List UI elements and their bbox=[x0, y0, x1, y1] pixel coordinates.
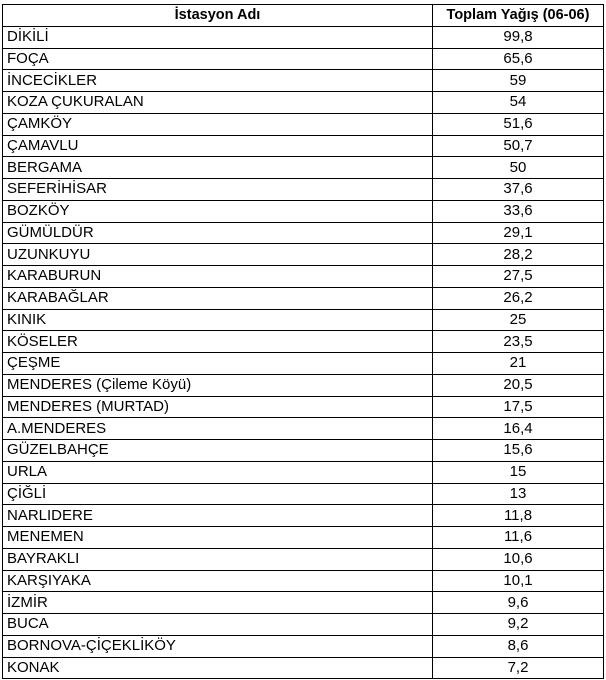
rainfall-value-cell: 11,8 bbox=[433, 505, 604, 527]
table-row bbox=[3, 331, 604, 353]
table-body bbox=[3, 26, 604, 679]
rainfall-value-cell: 50 bbox=[433, 157, 604, 179]
table-row bbox=[3, 287, 604, 309]
table-row bbox=[3, 396, 604, 418]
table-row bbox=[3, 418, 604, 440]
station-name-cell: NARLIDERE bbox=[3, 505, 433, 527]
header-row bbox=[3, 5, 604, 27]
rainfall-value-cell: 21 bbox=[433, 353, 604, 375]
station-name-cell: İZMİR bbox=[3, 592, 433, 614]
rainfall-value-cell: 26,2 bbox=[433, 287, 604, 309]
table-row bbox=[3, 135, 604, 157]
station-name-cell: URLA bbox=[3, 461, 433, 483]
rainfall-value-cell: 29,1 bbox=[433, 222, 604, 244]
station-name-cell: UZUNKUYU bbox=[3, 244, 433, 266]
station-name-cell: FOÇA bbox=[3, 48, 433, 70]
station-name-cell: BORNOVA-ÇİÇEKLİKÖY bbox=[3, 635, 433, 657]
table-row bbox=[3, 26, 604, 48]
station-name-cell: GÜMÜLDÜR bbox=[3, 222, 433, 244]
table-row bbox=[3, 157, 604, 179]
station-name-cell: İNCECİKLER bbox=[3, 70, 433, 92]
rainfall-value-cell: 99,8 bbox=[433, 26, 604, 48]
rainfall-value-cell: 11,6 bbox=[433, 527, 604, 549]
rainfall-value-cell: 17,5 bbox=[433, 396, 604, 418]
station-name-cell: KONAK bbox=[3, 657, 433, 679]
table-row bbox=[3, 548, 604, 570]
rainfall-value-cell: 10,1 bbox=[433, 570, 604, 592]
station-name-cell: BUCA bbox=[3, 614, 433, 636]
table-row bbox=[3, 200, 604, 222]
rainfall-value-cell: 54 bbox=[433, 92, 604, 114]
station-name-cell: BOZKÖY bbox=[3, 200, 433, 222]
station-name-cell: BERGAMA bbox=[3, 157, 433, 179]
table-row bbox=[3, 592, 604, 614]
table-row bbox=[3, 570, 604, 592]
station-name-cell: GÜZELBAHÇE bbox=[3, 440, 433, 462]
station-name-cell: KOZA ÇUKURALAN bbox=[3, 92, 433, 114]
rainfall-value-cell: 20,5 bbox=[433, 374, 604, 396]
rainfall-value-cell: 50,7 bbox=[433, 135, 604, 157]
header-station-name: İstasyon Adı bbox=[3, 5, 433, 27]
header-total-rainfall: Toplam Yağış (06-06) bbox=[433, 5, 604, 27]
table-row bbox=[3, 266, 604, 288]
station-name-cell: MENDERES (Çileme Köyü) bbox=[3, 374, 433, 396]
station-name-cell: ÇİĞLİ bbox=[3, 483, 433, 505]
station-name-cell: MENDERES (MURTAD) bbox=[3, 396, 433, 418]
rainfall-value-cell: 15 bbox=[433, 461, 604, 483]
table-row bbox=[3, 179, 604, 201]
rainfall-value-cell: 65,6 bbox=[433, 48, 604, 70]
table-row bbox=[3, 461, 604, 483]
station-name-cell: DİKİLİ bbox=[3, 26, 433, 48]
rainfall-value-cell: 23,5 bbox=[433, 331, 604, 353]
station-name-cell: ÇEŞME bbox=[3, 353, 433, 375]
table-row bbox=[3, 657, 604, 679]
rainfall-table bbox=[2, 4, 604, 679]
table-row bbox=[3, 48, 604, 70]
table-row bbox=[3, 309, 604, 331]
table-row bbox=[3, 374, 604, 396]
table-row bbox=[3, 92, 604, 114]
table-row bbox=[3, 353, 604, 375]
station-name-cell: BAYRAKLI bbox=[3, 548, 433, 570]
rainfall-value-cell: 9,6 bbox=[433, 592, 604, 614]
station-name-cell: A.MENDERES bbox=[3, 418, 433, 440]
station-name-cell: SEFERİHİSAR bbox=[3, 179, 433, 201]
table-row bbox=[3, 483, 604, 505]
station-name-cell: KARABAĞLAR bbox=[3, 287, 433, 309]
rainfall-value-cell: 37,6 bbox=[433, 179, 604, 201]
rainfall-value-cell: 16,4 bbox=[433, 418, 604, 440]
table-row bbox=[3, 70, 604, 92]
table-row bbox=[3, 440, 604, 462]
station-name-cell: KARŞIYAKA bbox=[3, 570, 433, 592]
table-row bbox=[3, 527, 604, 549]
table-row bbox=[3, 113, 604, 135]
rainfall-value-cell: 28,2 bbox=[433, 244, 604, 266]
rainfall-value-cell: 7,2 bbox=[433, 657, 604, 679]
station-name-cell: ÇAMAVLU bbox=[3, 135, 433, 157]
rainfall-value-cell: 9,2 bbox=[433, 614, 604, 636]
rainfall-value-cell: 8,6 bbox=[433, 635, 604, 657]
rainfall-sheet bbox=[2, 4, 604, 679]
rainfall-value-cell: 13 bbox=[433, 483, 604, 505]
table-row bbox=[3, 635, 604, 657]
rainfall-value-cell: 51,6 bbox=[433, 113, 604, 135]
rainfall-value-cell: 27,5 bbox=[433, 266, 604, 288]
station-name-cell: KÖSELER bbox=[3, 331, 433, 353]
rainfall-value-cell: 59 bbox=[433, 70, 604, 92]
rainfall-value-cell: 25 bbox=[433, 309, 604, 331]
rainfall-value-cell: 10,6 bbox=[433, 548, 604, 570]
station-name-cell: KARABURUN bbox=[3, 266, 433, 288]
station-name-cell: ÇAMKÖY bbox=[3, 113, 433, 135]
station-name-cell: MENEMEN bbox=[3, 527, 433, 549]
table-row bbox=[3, 244, 604, 266]
rainfall-value-cell: 33,6 bbox=[433, 200, 604, 222]
table-row bbox=[3, 222, 604, 244]
table-row bbox=[3, 505, 604, 527]
station-name-cell: KINIK bbox=[3, 309, 433, 331]
rainfall-value-cell: 15,6 bbox=[433, 440, 604, 462]
table-row bbox=[3, 614, 604, 636]
